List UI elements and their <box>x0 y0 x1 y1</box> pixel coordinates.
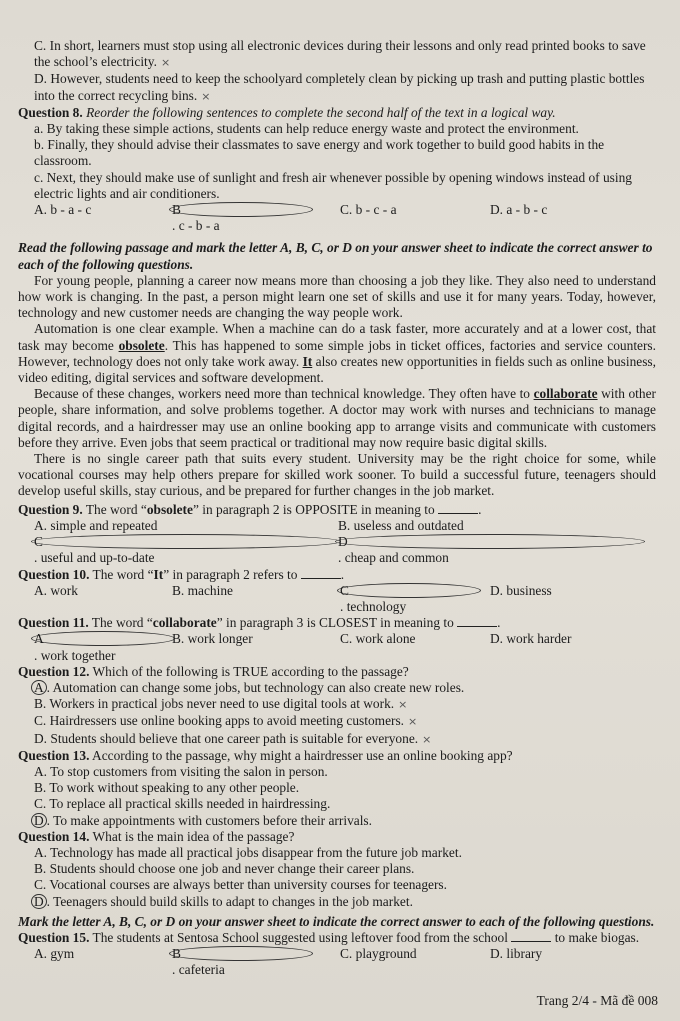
q9-option-b[interactable]: B. useless and outdated <box>338 517 464 533</box>
question-15-stem: Question 15. The students at Sentosa School suggested using leftover food from the school to make biogas. <box>18 929 640 945</box>
q11-option-c[interactable]: C. work alone <box>340 631 416 647</box>
q9-options-row1 <box>18 518 656 534</box>
q15-option-c[interactable]: C. playground <box>340 946 417 962</box>
q10-option-b[interactable]: B. machine <box>172 582 233 598</box>
pen-mark: × <box>160 56 171 70</box>
selected-circle: C <box>31 534 341 549</box>
question-8-stem: Question 8. Reorder the following sentences to complete the second half of the text in a logical way. <box>18 104 556 120</box>
selected-circle: A <box>31 680 47 695</box>
question-9-stem: Question 9. The word “obsolete” in paragraph 2 is OPPOSITE in meaning to . <box>18 501 482 517</box>
page-footer: Trang 2/4 - Mã đề 008 <box>536 992 658 1008</box>
q9-option-a[interactable]: A. simple and repeated <box>34 517 158 533</box>
question-12-stem: Question 12. Which of the following is TRUE according to the passage? <box>18 663 409 679</box>
q15-option-a[interactable]: A. gym <box>34 946 75 962</box>
q8-sentence-b: b. Finally, they should advise their classmates to save energy and work together to build good habits in the classroom. <box>34 137 605 169</box>
q13-option-d[interactable]: D . To make appointments with customers before their arrivals. <box>18 813 656 829</box>
q10-option-a[interactable]: A. work <box>34 582 78 598</box>
q8-options <box>18 202 656 234</box>
q11-option-b[interactable]: B. work longer <box>172 631 253 647</box>
q15-options <box>18 946 656 978</box>
q8-option-d[interactable]: D. a - b - c <box>490 202 548 218</box>
q9-options-row2 <box>18 534 656 566</box>
q9-option-d[interactable]: D. cheap and common <box>338 534 656 566</box>
pen-mark: × <box>201 89 211 103</box>
question-10-stem: Question 10. The word “It” in paragraph 2 refers to . <box>18 566 345 582</box>
passage-paragraph-2: Automation is one clear example. When a machine can do a task faster, more accurately and at a lower cost, that task may become obsolete. This has happened to some simple jobs in ticket offices, factories and service counters. However, technology does not only take work away. It also creates new opportunities in fields such as online business, video editing, digital services and software development. <box>18 321 656 386</box>
q8-sentence-c: c. Next, they should make use of sunlight and fresh air whenever possible by opening windows instead of using electric lights and air conditioners. <box>34 169 633 201</box>
selected-circle: B <box>169 202 313 217</box>
q12-option-c[interactable]: C. Hairdressers use online booking apps to avoid meeting customers. × <box>34 713 418 729</box>
selected-circle: A <box>31 631 175 646</box>
reading-passage <box>18 273 656 500</box>
q14-option-d[interactable]: D . Teenagers should build skills to adapt to changes in the job market. <box>18 894 656 910</box>
q8-sentence-a: a. By taking these simple actions, students can help reduce energy waste and protect the environment. <box>34 121 579 137</box>
passage-paragraph-3: Because of these changes, workers need more than technical knowledge. They often have to collaborate with other people, share information, and solve problems together. A doctor may work with nurses and technicians to manage digital records, and a hairdresser may use an online booking app to arrange visits and communicate with customers before they arrive. Even jobs that seem practical or traditional may now require basic digital skills. <box>18 386 656 450</box>
question-13-stem: Question 13. According to the passage, why might a hairdresser use an online booking app? <box>18 747 513 763</box>
selected-circle: C <box>337 583 481 598</box>
q8-option-c[interactable]: C. b - c - a <box>340 202 397 218</box>
q14-option-b[interactable]: B. Students should choose one job and never change their career plans. <box>34 861 415 877</box>
q12-option-b[interactable]: B. Workers in practical jobs never need to use digital tools at work. × <box>34 696 408 712</box>
q10-options <box>18 583 656 615</box>
q7-option-d: D. However, students need to keep the schoolyard completely clean by picking up trash and putting plastic bottles into the correct recycling bins. × <box>34 71 645 103</box>
q13-option-c[interactable]: C. To replace all practical skills needed in hairdressing. <box>34 796 331 812</box>
reading-instruction: Read the following passage and mark the letter A, B, C, or D on your answer sheet to indicate the correct answer to each of the following questions. <box>18 240 653 272</box>
q11-option-a[interactable]: A. work together <box>34 631 172 663</box>
q8-option-a[interactable]: A. b - a - c <box>34 202 92 218</box>
selected-circle: D <box>31 813 47 828</box>
selected-circle: D <box>31 894 47 909</box>
q7-option-c: C. In short, learners must stop using all electronic devices during their lessons and only read printed books to save the school’s electricity. × <box>34 38 646 70</box>
selected-circle: D <box>335 534 645 549</box>
q13-option-b[interactable]: B. To work without speaking to any other people. <box>34 780 300 796</box>
q15-option-d[interactable]: D. library <box>490 946 543 962</box>
q11-option-d[interactable]: D. work harder <box>490 631 572 647</box>
q10-option-d[interactable]: D. business <box>490 582 552 598</box>
q8-option-b[interactable]: B. c - b - a <box>172 202 340 234</box>
passage-paragraph-1: For young people, planning a career now means more than choosing a job they like. They also need to understand how work is changing. In the past, a person might learn one set of skills and use it for many years. Today, however, technology and new customer needs are changing the way people work. <box>18 272 656 321</box>
section-instruction: Mark the letter A, B, C, or D on your answer sheet to indicate the correct answer to each of the following questions. <box>18 913 655 929</box>
question-11-stem: Question 11. The word “collaborate” in paragraph 3 is CLOSEST in meaning to . <box>18 615 501 631</box>
selected-circle: B <box>169 946 313 961</box>
question-14-stem: Question 14. What is the main idea of the passage? <box>18 828 295 844</box>
q13-option-a[interactable]: A. To stop customers from visiting the salon in person. <box>34 763 328 779</box>
q12-option-d[interactable]: D. Students should believe that one career path is suitable for everyone. × <box>34 730 432 746</box>
q14-option-c[interactable]: C. Vocational courses are always better than university courses for teenagers. <box>34 877 447 893</box>
q14-option-a[interactable]: A. Technology has made all practical jobs disappear from the future job market. <box>34 844 462 860</box>
q15-option-b[interactable]: B. cafeteria <box>172 946 340 978</box>
q10-option-c[interactable]: C. technology <box>340 583 490 615</box>
q9-option-c[interactable]: C. useful and up-to-date <box>34 534 338 566</box>
passage-paragraph-4: There is no single career path that suits every student. University may be the right choice for some, while vocational courses may help others prepare for skilled work sooner. To build a successful future, teenagers should develop useful skills, stay curious, and be prepared for further changes in the job market. <box>18 451 656 499</box>
q11-options <box>18 631 656 663</box>
q12-option-a[interactable]: A . Automation can change some jobs, but technology can also create new roles. <box>18 680 656 696</box>
